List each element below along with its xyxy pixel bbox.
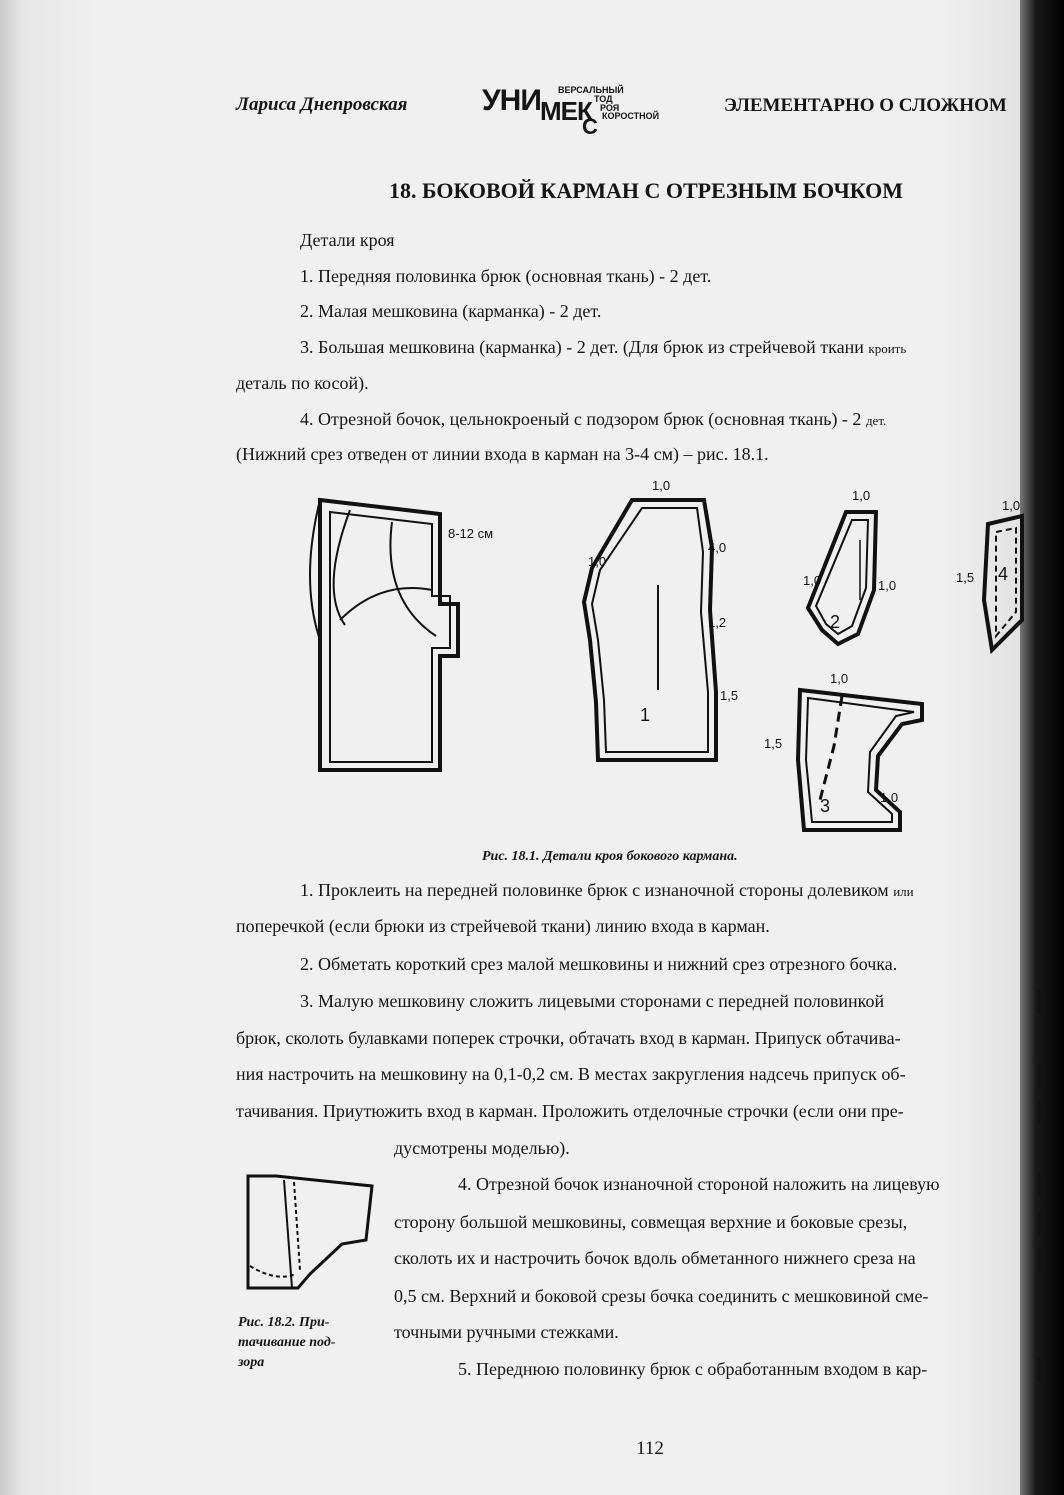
margin-mark	[1038, 1063, 1041, 1087]
logo-part: УНИ	[482, 84, 541, 117]
margin-mark	[1038, 1211, 1041, 1235]
fig-label: 1,0	[652, 478, 671, 493]
detail-text-compressed: дет.	[865, 413, 887, 428]
fig-label: 1,0	[852, 488, 871, 503]
fig-label: 1,0	[878, 578, 897, 593]
figure-18-2-caption-line: зора	[238, 1355, 265, 1370]
step-paragraph-line: 0,5 см. Верхний и боковой срезы бочка соединить с мешковиной сме-	[394, 1286, 929, 1306]
detail-item: 1. Передняя половинка брюк (основная ткань) - 2 дет.	[300, 266, 712, 286]
fig-label: 1,5	[720, 688, 739, 703]
fig-label: 3	[820, 796, 831, 816]
sewing-diagram	[248, 1176, 372, 1288]
fig-label: 1,2	[708, 615, 727, 630]
detail-item: 2. Малая мешковина (карманка) - 2 дет.	[300, 301, 602, 321]
figure-18-1-caption: Рис. 18.1. Детали кроя бокового кармана.	[482, 849, 738, 864]
step-paragraph: 5. Переднюю половинку брюк с обработанным входом в кар-	[458, 1359, 928, 1379]
step-paragraph-line: точными ручными стежками.	[394, 1322, 619, 1342]
step-paragraph-line: дусмотрены моделью).	[394, 1138, 570, 1158]
logo-part: РОЯ	[600, 103, 620, 113]
pattern-piece-front-trouser	[310, 500, 458, 770]
step-paragraph-line: поперечкой (если брюки из стрейчевой ткани) линию входа в карман.	[236, 916, 770, 936]
step-text: 1. Проклеить на передней половинке брюк с изнаночной стороны долевиком	[300, 880, 889, 900]
page-number	[0, 1438, 1064, 1460]
figure-18-2-caption-line: тачивание под-	[238, 1335, 336, 1350]
detail-text: 3. Большая мешковина (карманка) - 2 дет. (Для брюк из стрейчевой ткани	[300, 337, 864, 357]
fig-label: 4,0	[708, 540, 727, 555]
step-paragraph: 2. Обметать короткий срез малой мешковины и нижний срез отрезного бочка.	[300, 954, 898, 974]
step-paragraph: 3. Малую мешковину сложить лицевыми сторонами с передней половинкой	[300, 991, 885, 1011]
step-paragraph-line: брюк, сколоть булавками поперек строчки, обтачать вход в карман. Припуск обтачива-	[236, 1028, 901, 1048]
pattern-piece-3	[798, 690, 922, 830]
logo-part: МЕК	[540, 96, 592, 126]
logo-part: КОРОСТНОЙ	[602, 111, 660, 121]
margin-mark	[1038, 990, 1041, 1014]
detail-item-continued: (Нижний срез отведен от линии входа в карман на 3-4 см) – рис. 18.1.	[236, 444, 769, 464]
page-number-text: 112	[636, 1438, 664, 1459]
margin-mark	[1038, 1247, 1041, 1271]
fig-label: 1,5	[764, 736, 783, 751]
figure-18-2	[236, 1170, 386, 1310]
step-paragraph-line: ния настрочить на мешковину на 0,1-0,2 см. В местах закругления надсечь припуск об-	[236, 1064, 906, 1084]
step-paragraph: 4. Отрезной бочок изнаночной стороной наложить на лицевую	[458, 1174, 940, 1194]
logo-part: С	[582, 114, 598, 139]
header-book-title: ЭЛЕМЕНТАРНО О СЛОЖНОМ	[724, 95, 1007, 116]
details-heading: Детали кроя	[300, 230, 395, 250]
fig-label: 1,0	[880, 790, 899, 805]
logo-part: ТОД	[594, 94, 613, 104]
margin-mark	[1038, 1100, 1041, 1124]
fig-label: 1,0	[588, 554, 607, 569]
detail-text: 4. Отрезной бочок, цельнокроеный с подзором брюк (основная ткань) - 2	[300, 409, 862, 429]
detail-item-continued: деталь по косой).	[236, 373, 369, 393]
section-title-text: 18. БОКОВОЙ КАРМАН С ОТРЕЗНЫМ БОЧКОМ	[388, 178, 904, 203]
fig-label: 8-12 см	[448, 526, 494, 541]
step-paragraph-line: сколоть их и настрочить бочок вдоль обметанного нижнего среза на	[394, 1248, 916, 1268]
margin-mark	[1038, 1173, 1041, 1197]
fig-label: 1,0	[830, 671, 849, 686]
fig-label: 1,5	[956, 570, 975, 585]
step-text-compressed: или	[893, 884, 914, 899]
step-paragraph	[300, 879, 914, 903]
fig-label: 4	[998, 564, 1009, 584]
fig-label: 1,0	[1002, 498, 1021, 513]
step-paragraph-line: сторону большой мешковины, совмещая верхние и боковые срезы,	[394, 1212, 908, 1232]
header-author: Лариса Днепровская	[236, 94, 408, 115]
fig-label: 2	[830, 612, 841, 632]
logo-part: ВЕРСАЛЬНЫЙ	[558, 85, 624, 95]
fig-label: 1	[640, 705, 651, 725]
figure-18-2-caption-line: Рис. 18.2. При-	[238, 1315, 330, 1330]
step-paragraph-line: тачивания. Приутюжить вход в карман. Проложить отделочные строчки (если они пре-	[236, 1101, 904, 1121]
fig-label: 1,0	[803, 573, 822, 588]
margin-mark	[1038, 1358, 1041, 1382]
detail-text-compressed: кроить	[868, 341, 907, 356]
